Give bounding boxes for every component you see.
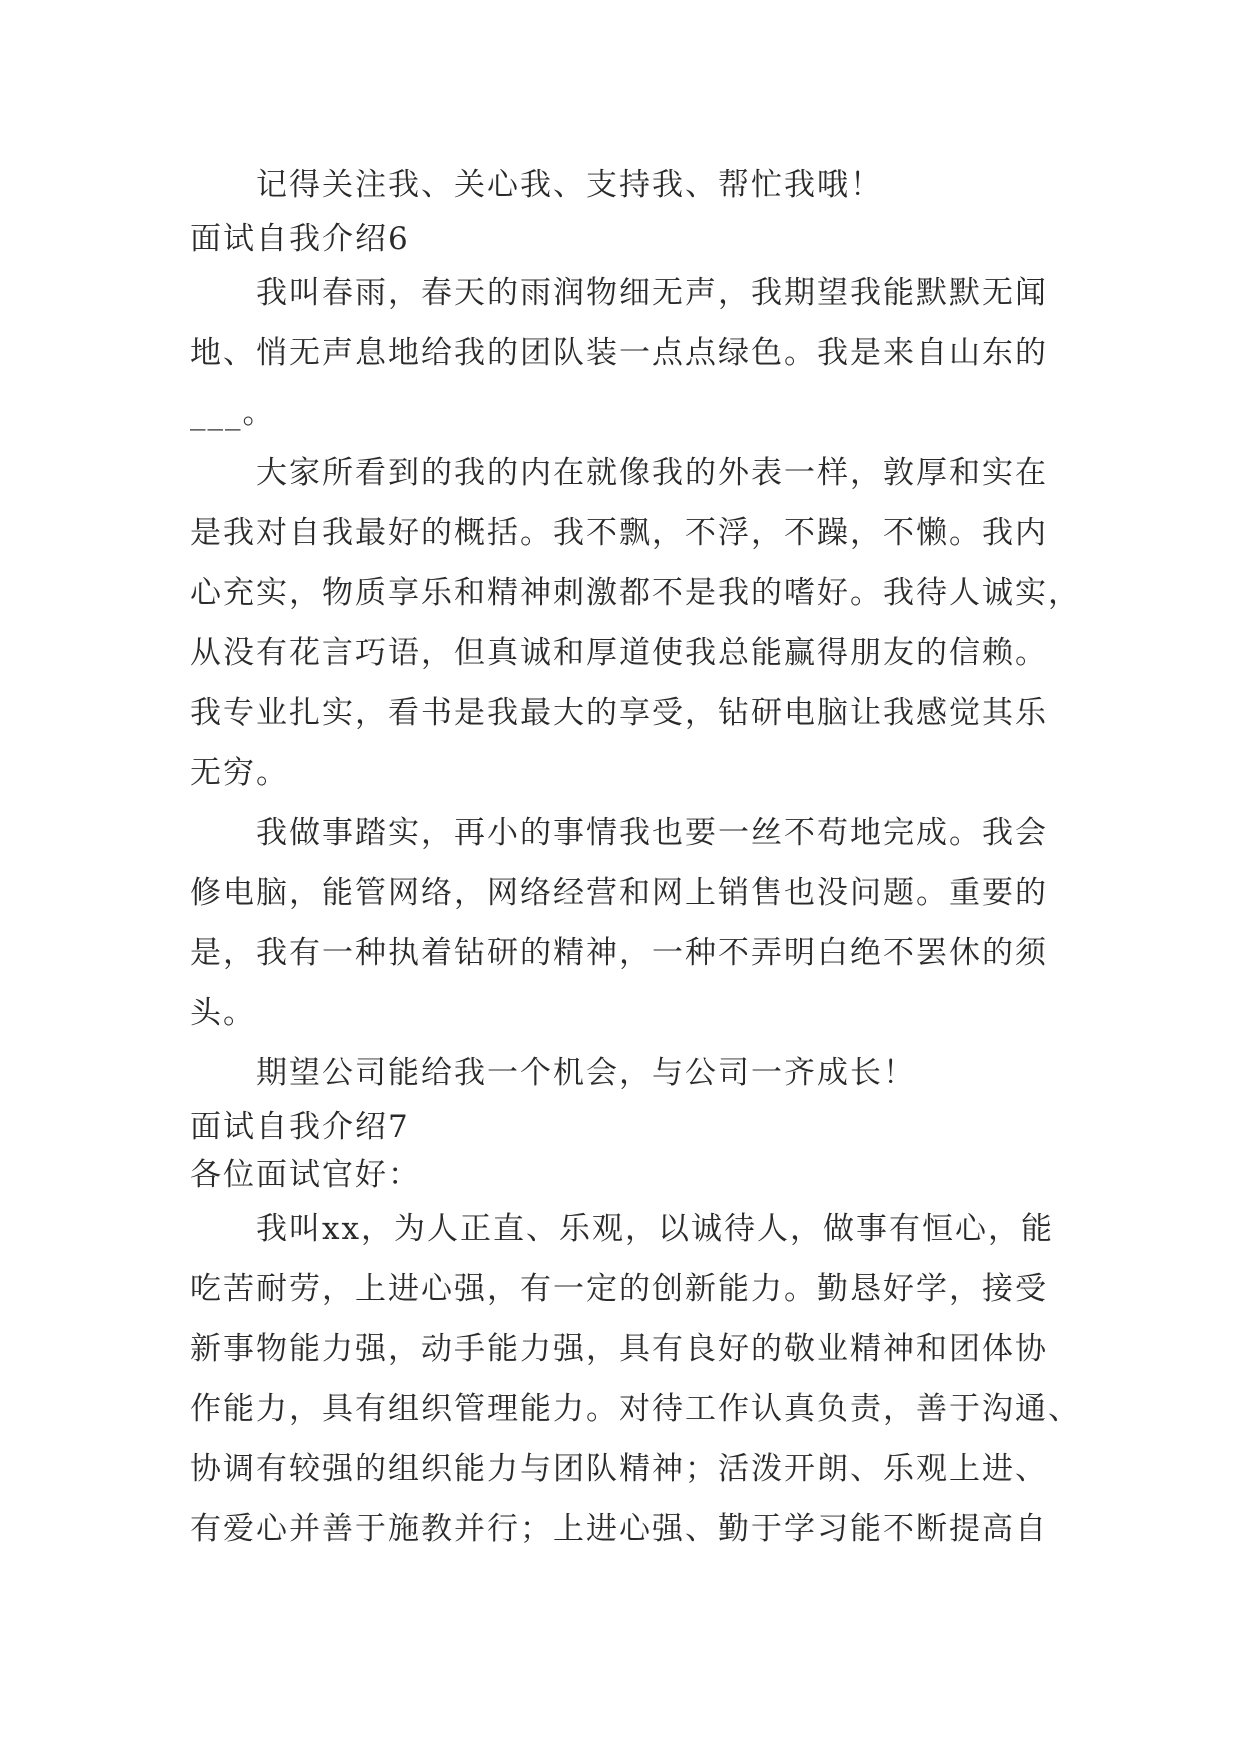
paragraph-line: 大家所看到的我的内在就像我的外表一样，敦厚和实在 (256, 455, 1048, 491)
paragraph-line: 修电脑，能管网络，网络经营和网上销售也没问题。重要的 (190, 875, 1048, 911)
section-heading-7: 面试自我介绍7 (190, 1109, 410, 1145)
paragraph-line: 协调有较强的组织能力与团队精神；活泼开朗、乐观上进、 (190, 1451, 1048, 1487)
paragraph-line: 作能力，具有组织管理能力。对待工作认真负责，善于沟通、 (190, 1391, 1081, 1427)
greeting-line: 各位面试官好： (190, 1157, 421, 1193)
paragraph-line: 我做事踏实，再小的事情我也要一丝不苟地完成。我会 (256, 815, 1048, 851)
paragraph-line: 我叫xx，为人正直、乐观，以诚待人，做事有恒心，能 (256, 1211, 1054, 1247)
paragraph-line: ___。 (190, 395, 276, 431)
section-heading-6: 面试自我介绍6 (190, 221, 410, 257)
paragraph-line: 期望公司能给我一个机会，与公司一齐成长！ (256, 1055, 916, 1091)
closing-line: 记得关注我、关心我、支持我、帮忙我哦！ (256, 167, 883, 203)
paragraph-line: 新事物能力强，动手能力强，具有良好的敬业精神和团体协 (190, 1331, 1048, 1367)
paragraph-line: 头。 (190, 995, 256, 1031)
paragraph-line: 从没有花言巧语，但真诚和厚道使我总能赢得朋友的信赖。 (190, 635, 1048, 671)
paragraph-line: 有爱心并善于施教并行；上进心强、勤于学习能不断提高自 (190, 1511, 1048, 1547)
paragraph-line: 无穷。 (190, 755, 289, 791)
paragraph-line: 我专业扎实，看书是我最大的享受，钻研电脑让我感觉其乐 (190, 695, 1048, 731)
paragraph-line: 吃苦耐劳，上进心强，有一定的创新能力。勤恳好学，接受 (190, 1271, 1048, 1307)
document-body (190, 155, 1081, 1559)
paragraph-line: 地、悄无声息地给我的团队装一点点绿色。我是来自山东的 (190, 335, 1048, 371)
paragraph-line: 心充实，物质享乐和精神刺激都不是我的嗜好。我待人诚实， (190, 575, 1081, 611)
paragraph-line: 是，我有一种执着钻研的精神，一种不弄明白绝不罢休的须 (190, 935, 1048, 971)
paragraph-line: 我叫春雨，春天的雨润物细无声，我期望我能默默无闻 (256, 275, 1048, 311)
paragraph-line: 是我对自我最好的概括。我不飘，不浮，不躁，不懒。我内 (190, 515, 1048, 551)
